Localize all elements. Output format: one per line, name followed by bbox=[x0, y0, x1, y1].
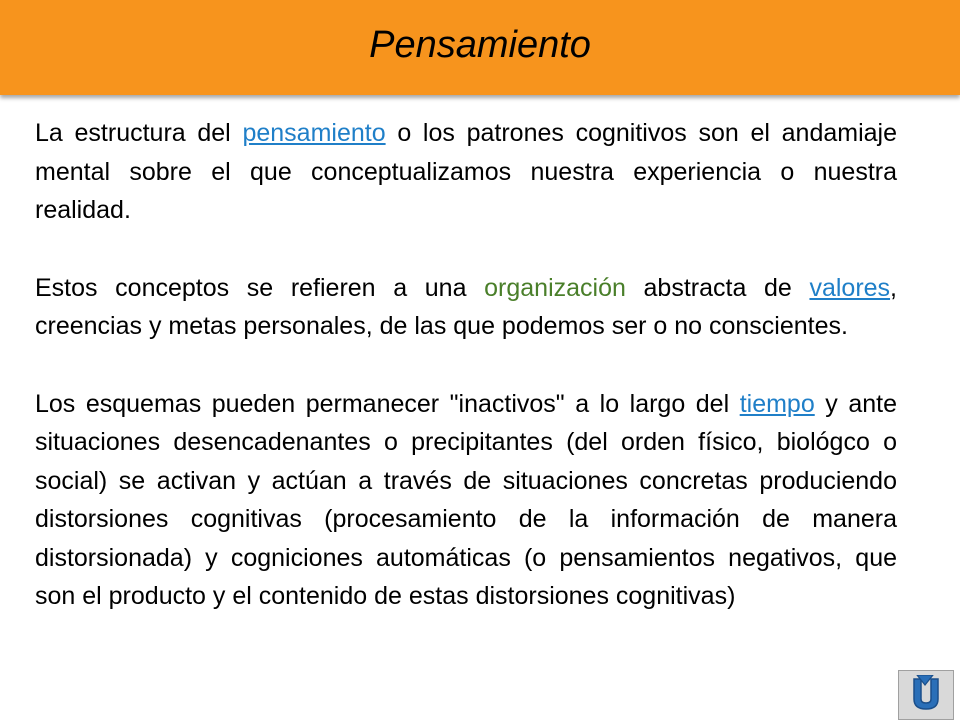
paragraph-2-text-start: Estos conceptos se refieren a una bbox=[35, 273, 485, 302]
paragraph-1-text-start: La estructura del bbox=[35, 119, 243, 147]
link-tiempo[interactable]: tiempo bbox=[739, 389, 815, 418]
paragraph-2 bbox=[35, 269, 897, 346]
highlight-organizacion: organización bbox=[484, 273, 626, 302]
link-pensamiento[interactable]: pensamiento bbox=[242, 119, 386, 147]
link-valores[interactable]: valores bbox=[809, 273, 891, 302]
paragraph-3-text-start: Los esquemas pueden permanecer "inactivos" a lo largo del bbox=[35, 389, 740, 418]
paragraph-2-text-middle: abstracta de bbox=[625, 273, 810, 302]
slide-title: Pensamiento bbox=[369, 24, 591, 66]
title-bar bbox=[0, 0, 960, 95]
paragraph-3 bbox=[35, 385, 897, 616]
slide-body bbox=[35, 114, 897, 655]
return-arrow-icon bbox=[906, 675, 946, 715]
paragraph-3-text-end: y ante situaciones desencadenantes o precipitantes (del orden físico, biológco o social) se activan y actúan a través de situaciones concretas produciendo distorsiones cognitivas (procesamiento de la información de manera distorsionada) y cogniciones automáticas (o pensamientos negativos, que son el producto y el contenido de estas distorsiones cognitivas) bbox=[35, 389, 897, 610]
return-button[interactable] bbox=[898, 670, 954, 720]
paragraph-2-text-end: , creencias y metas personales, de las que podemos ser o no conscientes. bbox=[35, 273, 897, 340]
paragraph-1 bbox=[35, 114, 897, 230]
paragraph-1-text-end: o los patrones cognitivos son el andamiaje mental sobre el que conceptualizamos nuestra experiencia o nuestra realidad. bbox=[35, 119, 897, 224]
